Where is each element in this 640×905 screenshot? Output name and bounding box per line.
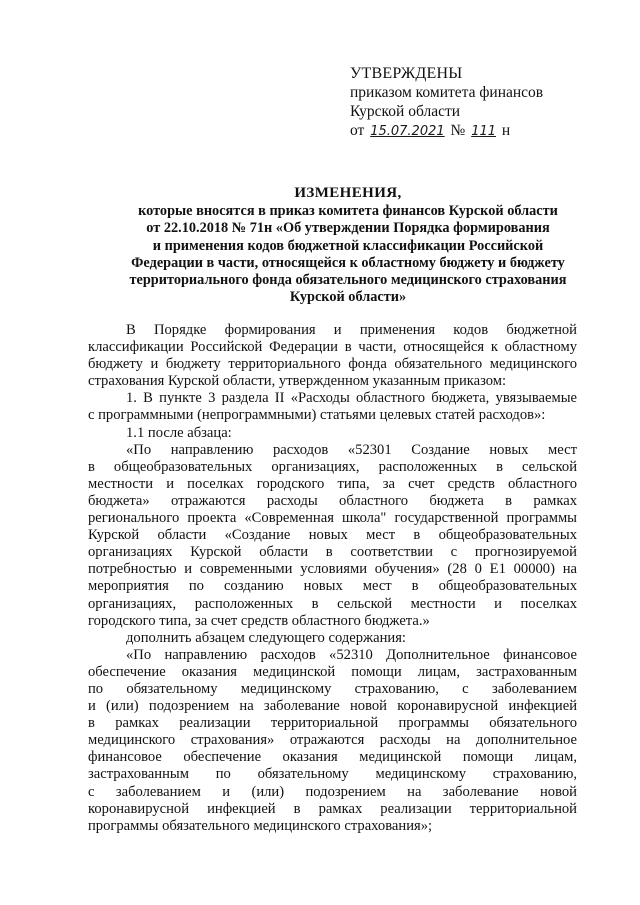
heading-line: от 22.10.2018 № 71н «Об утверждении Порядка формирования — [146, 220, 550, 237]
body-line: с заболеванием и (или) подозрением на заболевание новой — [88, 783, 577, 800]
body-line: по обязательному медицинскому страхованию, с заболеванием — [88, 680, 577, 697]
body-line: застрахованным по обязательному медицинскому страхованию, — [88, 766, 577, 783]
body-line: и (или) подозрением на заболевание новой коронавирусной инфекцией — [88, 698, 577, 715]
body-line: финансовое обеспечение оказания медицинской помощи лицам, — [88, 749, 577, 766]
body-line: организациях Курской области в соответствии с прогнозируемой — [88, 544, 577, 561]
heading-line: Курской области» — [289, 289, 407, 306]
body-line: 1. В пункте 3 раздела II «Расходы областного бюджета, увязываемые — [126, 390, 577, 407]
document-body — [88, 322, 577, 835]
heading-line: которые вносятся в приказ комитета финансов Курской области — [138, 203, 558, 220]
approval-issuer: приказом комитета финансов — [350, 84, 544, 101]
approval-stamp-block — [350, 64, 620, 141]
body-line: В Порядке формирования и применения кодов бюджетной — [126, 322, 577, 338]
body-line: «По направлению расходов «52301 Создание новых мест — [126, 441, 577, 458]
body-line: организациях, расположенных в сельской местности и поселках — [88, 595, 577, 612]
approval-date-line — [350, 121, 620, 141]
heading-line: территориального фонда обязательного медицинского страхования — [129, 272, 567, 289]
number-suffix: н — [501, 122, 511, 139]
body-line: обеспечение оказания медицинской помощи лицам, застрахованным — [88, 663, 577, 680]
body-line: медицинского страхования» отражаются расходы на дополнительное — [88, 732, 577, 749]
body-line: страхования Курской области, утвержденном указанным приказом: — [88, 373, 507, 390]
date-prefix: от — [350, 122, 365, 139]
body-line: мероприятия по созданию новых мест в общеобразовательных — [88, 578, 577, 595]
body-line: городского типа, за счет средств областного бюджета.» — [88, 612, 430, 629]
body-line: бюджета» отражаются расходы областного бюджета в рамках — [88, 492, 577, 509]
number-prefix: № — [450, 122, 466, 139]
body-line: в рамках реализации территориальной программы обязательного — [88, 715, 577, 732]
body-line: дополнить абзацем следующего содержания: — [126, 629, 406, 646]
heading-line: и применения кодов бюджетной классификации Российской — [152, 237, 544, 254]
body-line: потребностью и современными условиями обучения» (28 0 Е1 00000) на — [88, 561, 577, 578]
heading-title: ИЗМЕНЕНИЯ, — [294, 185, 402, 201]
body-line: Курской области «Создание новых мест в общеобразовательных — [88, 527, 577, 544]
body-line: классификации Российской Федерации в части, относящейся к областному — [88, 339, 577, 356]
approval-region: Курской области — [350, 103, 461, 120]
handwritten-date: 15.07.2021 — [370, 124, 445, 139]
body-line: бюджету и бюджету территориального фонда обязательного медицинского — [88, 356, 577, 373]
body-line: 1.1 после абзаца: — [126, 424, 232, 441]
body-line: в общеобразовательных организациях, расположенных в сельской — [88, 458, 577, 475]
body-line: программы обязательного медицинского страхования»; — [88, 817, 433, 834]
body-line: с программными (непрограммными) статьями целевых статей расходов»: — [88, 407, 546, 424]
body-line: регионального проекта «Современная школа" государственной программы — [88, 510, 577, 527]
handwritten-number: 111 — [471, 124, 497, 139]
approval-title: УТВЕРЖДЕНЫ — [350, 65, 463, 82]
body-line: местности и поселках городского типа, за счет средств областного — [88, 475, 577, 492]
body-line: «По направлению расходов «52310 Дополнительное финансовое — [126, 646, 577, 663]
body-line: коронавирусной инфекцией в рамках реализации территориальной — [88, 800, 577, 817]
document-heading — [88, 185, 608, 306]
heading-line: Федерации в части, относящейся к областному бюджету и бюджету — [131, 254, 565, 271]
